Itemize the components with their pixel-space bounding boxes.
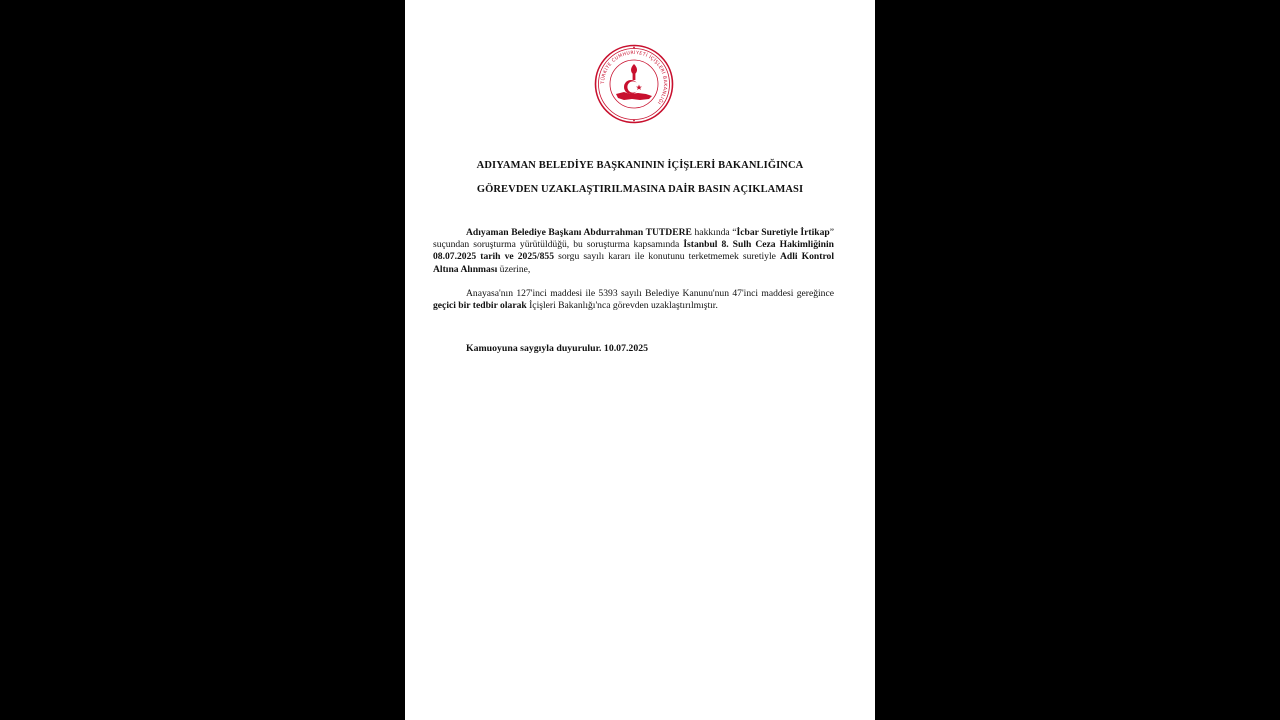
paragraph-2 — [433, 288, 834, 312]
p1-bold-control: Adli Kontrol Altına Alınması — [433, 251, 834, 275]
document-page — [405, 0, 875, 720]
seal-ring-text: TÜRKİYE CUMHURİYETİ İÇİŞLERİ BAKANLIĞI — [600, 50, 668, 105]
document-title-line2: GÖREVDEN UZAKLAŞTIRILMASINA DAİR BASIN AÇIKLAMASI — [476, 184, 804, 195]
p1-text-c: sorgu sayılı kararı ile konutunu terketmemek suretiyle — [554, 251, 780, 263]
p2-bold-measure: geçici bir tedbir olarak — [433, 300, 527, 312]
p1-bold-mayor: Adıyaman Belediye Başkanı Abdurrahman TUTDERE — [466, 227, 692, 238]
closing-line: Kamuoyuna saygıyla duyurulur. 10.07.2025 — [466, 343, 649, 354]
p1-text-d: üzerine, — [497, 263, 531, 275]
p2-text-a: Anayasa'nın 127'inci maddesi ile 5393 sayılı Belediye Kanunu'nun 47'inci maddesi gereğince — [466, 288, 834, 299]
p1-text-a: hakkında “ — [691, 227, 737, 238]
p1-bold-court: İstanbul 8. Sulh Ceza Hakimliğinin 08.07.2025 tarih ve 2025/855 — [433, 239, 834, 263]
ministry-seal-icon — [594, 44, 674, 124]
paragraph-1 — [433, 227, 834, 276]
document-title-line1: ADIYAMAN BELEDİYE BAŞKANININ İÇİŞLERİ BAKANLIĞINCA — [476, 160, 804, 171]
p2-text-b: İçişleri Bakanlığı'nca görevden uzaklaştırılmıştır. — [526, 300, 718, 312]
p1-bold-charge: İcbar Suretiyle İrtikap — [736, 227, 830, 238]
p1-text-b: ” suçundan soruşturma yürütüldüğü, bu soruşturma kapsamında — [433, 227, 834, 251]
